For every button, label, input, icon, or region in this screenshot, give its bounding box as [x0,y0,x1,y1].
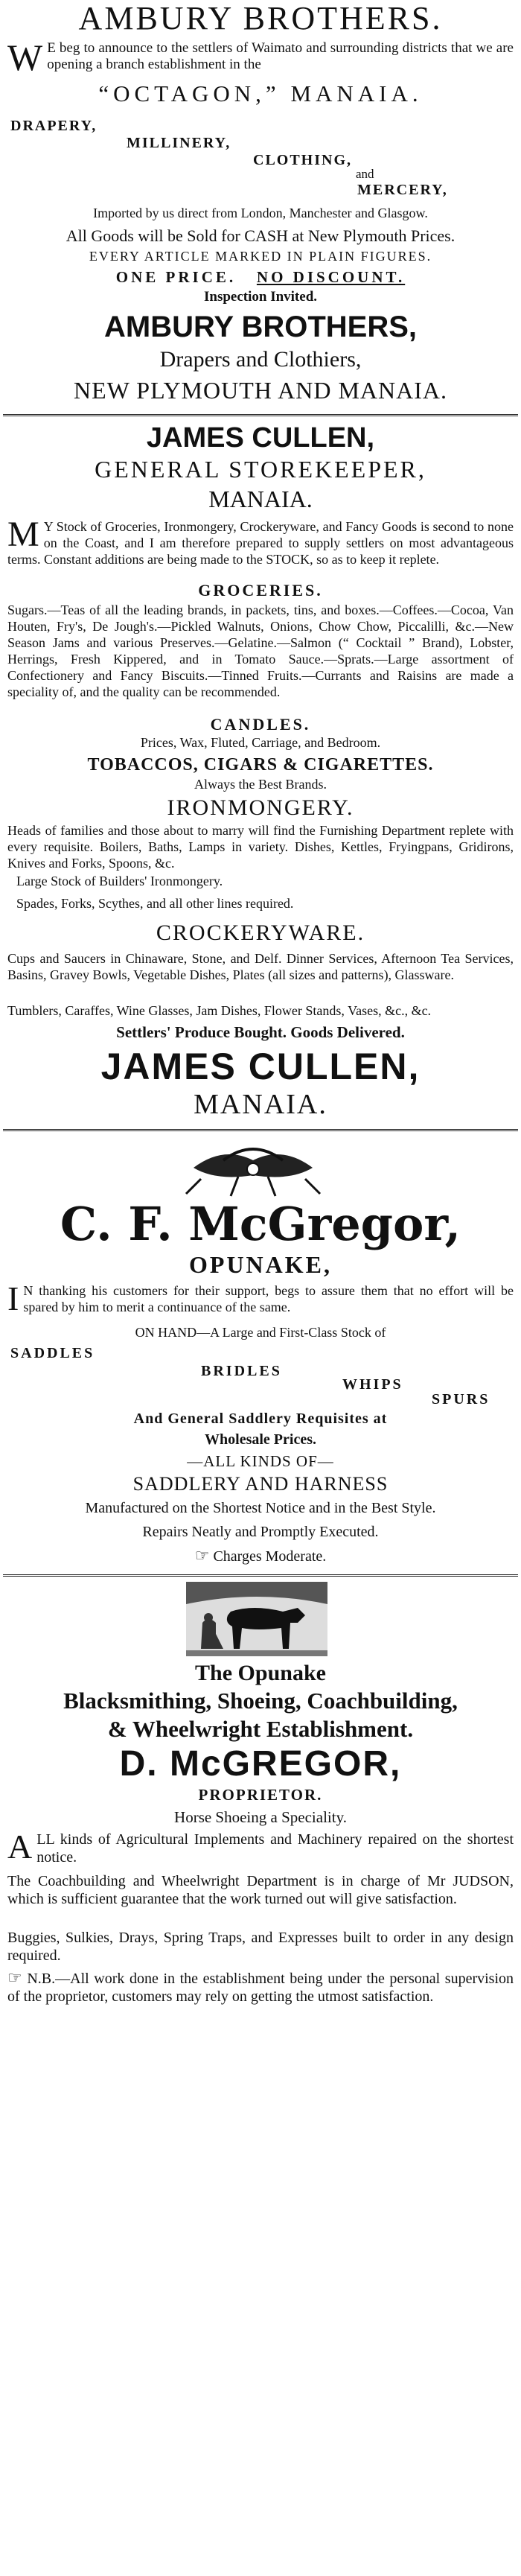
proprietor-label: PROPRIETOR. [198,1786,323,1804]
all-kinds: —ALL KINDS OF— [187,1452,334,1470]
cullen-place: MANAIA. [208,486,313,512]
d-drop-cap: A [7,1828,33,1866]
bridles-label: BRIDLES [201,1363,282,1379]
ambury-name-bottom: AMBURY BROTHERS, [103,311,418,343]
repairs-line: Repairs Neatly and Promptly Executed. [142,1524,379,1540]
opunake-heading: The Opunake [195,1661,326,1685]
ironmongery-builders: Large Stock of Builders' Ironmongery. [16,874,223,888]
charges-text: Charges Moderate. [213,1548,327,1565]
cullen-place-bottom: MANAIA. [194,1089,327,1120]
wheelwright-heading: & Wheelwright Establishment. [107,1716,414,1742]
millinery-label: MILLINERY, [127,135,231,151]
nb-text-content: N.B.—All work done in the establishment being under the personal supervision of the proprietor, customers may rely on getting the utmost satisfaction. [7,1971,514,2005]
drapery-label: DRAPERY, [10,118,98,134]
clothing-label: CLOTHING, [253,152,353,168]
horse-shoeing-illustration [186,1582,327,1656]
cullen-drop-cap: M [7,515,39,554]
cash-line: All Goods will be Sold for CASH at New Plymouth Prices. [65,226,456,245]
d-mcgregor-name: D. McGREGOR, [119,1744,402,1784]
marked-line: EVERY ARTICLE MARKED IN PLAIN FIGURES. [89,249,432,264]
crockery-text: Cups and Saucers in Chinaware, Stone, and Delf. Dinner Services, Afternoon Tea Services, Basins, Gravey Bowls, Vegetable Dishes, Plates (all sizes and patterns), Glassware. [7,951,514,982]
mercery-label: MERCERY, [357,182,448,198]
ironmongery-spades: Spades, Forks, Scythes, and all other lines required. [16,896,294,911]
horse-shoeing-line: Horse Shoeing a Speciality. [174,1808,347,1826]
saddle-illustration [179,1138,327,1198]
no-discount: NO DISCOUNT. [256,268,406,286]
and-label: and [356,167,374,181]
one-price: ONE PRICE. [115,268,237,286]
cullen-intro-text: Y Stock of Groceries, Ironmongery, Crockeryware, and Fancy Goods is second to none on the Coast, and I am therefore prepared to supply settlers on most advantageous terms. Constant additions are being made to the STOCK, so as to keep it replete. [7,519,514,567]
buggies-text: Buggies, Sulkies, Drays, Spring Traps, and Expresses built to order in any design required. [7,1930,514,1964]
candles-heading: CANDLES. [210,715,311,734]
divider [3,1574,518,1577]
coachbuilding-text: The Coachbuilding and Wheelwright Department is in charge of Mr JUDSON, which is sufficient guarantee that the work turned out will give satisfaction. [7,1873,514,1907]
ambury-intro-text: E beg to announce to the settlers of Waimato and surrounding districts that we are opening a branch establishment in the [47,40,514,72]
pointing-hand-icon: ☞ [194,1546,210,1565]
on-hand-line: ON HAND—A Large and First-Class Stock of [135,1325,386,1340]
pointing-hand-icon: ☞ [7,1968,22,1987]
wholesale-prices: Wholesale Prices. [205,1431,316,1448]
d-intro [7,1828,514,1866]
new-plymouth-manaia: NEW PLYMOUTH AND MANAIA. [74,377,447,404]
candles-text: Prices, Wax, Fluted, Carriage, and Bedroom. [140,735,381,750]
saddlery-harness: SADDLERY AND HARNESS [132,1473,389,1495]
divider [3,414,518,416]
manufactured-line: Manufactured on the Shortest Notice and in the Best Style. [85,1500,436,1516]
cf-mcgregor-title: C. F. McGregor, [60,1197,461,1251]
nb-text [7,1969,514,2006]
cullen-name-bottom: JAMES CULLEN, [100,1046,421,1087]
ironmongery-heading: IRONMONGERY. [167,795,354,820]
cf-drop-cap: I [7,1279,19,1317]
octagon-manaia: “OCTAGON,” MANAIA. [98,80,423,106]
cullen-subtitle: GENERAL STOREKEEPER, [95,456,426,483]
opunake-place: OPUNAKE, [189,1251,332,1278]
groceries-text: Sugars.—Teas of all the leading brands, in packets, tins, and boxes.—Coffees.—Cocoa, Van Houten, Fry's, De Jough's.—Pickled Walnuts, Onions, Chow Chow, Piccalilli, &c.—New Season Jams and various Preserves.—Gelatine.—Salmon (“ Cocktail ” Brand), Lobster, Herrings, Fresh Kippered, and in Tomato Sauce.—Sprats.—Large assortment of Confectionery and Fancy Biscuits.—Tinned Fruits.—Currants and Raisins are made a speciality of, and the quality can be recommended. [7,602,514,699]
blacksmithing-heading: Blacksmithing, Shoeing, Coachbuilding, [63,1688,458,1714]
price-line [7,268,514,287]
ambury-intro [7,36,514,78]
general-saddlery: And General Saddlery Requisites at [133,1411,388,1427]
inspection-line: Inspection Invited. [203,289,318,305]
crockery-heading: CROCKERYWARE. [156,920,365,945]
saddles-label: SADDLES [10,1345,95,1361]
tobacco-text: Always the Best Brands. [194,777,327,792]
d-intro-text: LL kinds of Agricultural Implements and Machinery repaired on the shortest notice. [36,1831,514,1866]
whips-label: WHIPS [342,1376,403,1393]
cf-intro [7,1279,514,1317]
imported-line: Imported by us direct from London, Manchester and Glasgow. [93,206,428,220]
cullen-title: JAMES CULLEN, [146,422,375,454]
tobacco-heading: TOBACCOS, CIGARS & CIGARETTES. [87,755,434,775]
groceries-heading: GROCERIES. [198,581,323,600]
divider [3,1129,518,1131]
cullen-intro [7,515,514,567]
ambury-drop-cap: W [7,36,43,78]
charges-line [7,1546,514,1565]
ironmongery-text: Heads of families and those about to marry will find the Furnishing Department replete with every requisite. Boilers, Baths, Lamps in variety. Dishes, Kettles, Fryingpans, Gridirons, Knives and Forks, Spoons, &c. [7,823,514,871]
settlers-line: Settlers' Produce Bought. Goods Delivered. [116,1023,405,1041]
spurs-label: SPURS [432,1391,490,1408]
crockery-tumblers: Tumblers, Caraffes, Wine Glasses, Jam Dishes, Flower Stands, Vases, &c., &c. [7,1003,432,1018]
ambury-title: AMBURY BROTHERS. [78,0,443,36]
drapers-clothiers: Drapers and Clothiers, [159,347,362,372]
cf-intro-text: N thanking his customers for their support, begs to assure them that no effort will be spared by him to merit a continuance of the same. [23,1283,514,1314]
